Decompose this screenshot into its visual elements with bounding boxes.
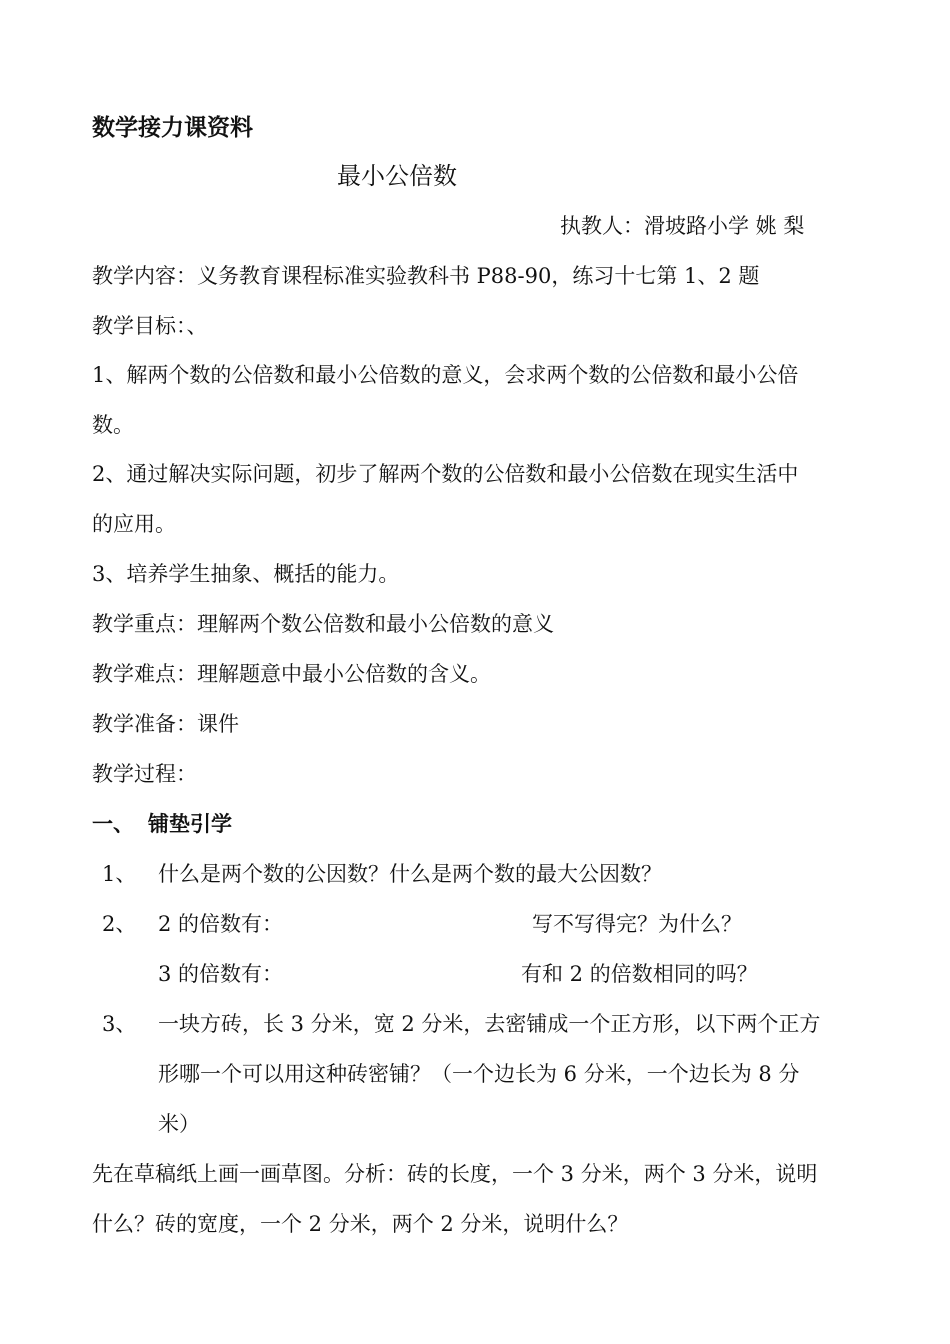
difficulty: 教学难点：理解题意中最小公倍数的含义。 [92, 662, 491, 686]
item-1-text: 什么是两个数的公因数？什么是两个数的最大公因数？ [158, 862, 662, 886]
item-3-line-1: 一块方砖，长 3 分米，宽 2 分米，去密铺成一个正方形，以下两个正方 [158, 1012, 821, 1036]
goal-2-line-1: 2、通过解决实际问题，初步了解两个数的公倍数和最小公倍数在现实生活中 [92, 462, 799, 486]
process-label: 教学过程： [92, 762, 197, 786]
section-1-number: 一、 [92, 812, 134, 836]
item-2-text: 2 的倍数有： [158, 912, 284, 936]
analysis-line-1: 先在草稿纸上画一画草图。分析：砖的长度，一个 3 分米，两个 3 分米，说明 [92, 1162, 818, 1186]
item-2b-text: 3 的倍数有： [158, 962, 284, 986]
document-header: 数学接力课资料 [92, 115, 253, 141]
item-3-number: 3、 [102, 1012, 137, 1036]
item-1-number: 1、 [102, 862, 137, 886]
item-2b-question: 有和 2 的倍数相同的吗？ [521, 962, 758, 986]
goal-2-line-2: 的应用。 [92, 512, 176, 536]
key-point: 教学重点：理解两个数公倍数和最小公倍数的意义 [92, 612, 554, 636]
lesson-title: 最小公倍数 [337, 162, 457, 190]
analysis-line-2: 什么？砖的宽度，一个 2 分米，两个 2 分米，说明什么？ [92, 1212, 629, 1236]
preparation: 教学准备：课件 [92, 712, 239, 736]
item-3-line-2: 形哪一个可以用这种砖密铺？（一个边长为 6 分米，一个边长为 8 分 [158, 1062, 800, 1086]
teacher-line: 执教人：滑坡路小学 姚 梨 [560, 214, 805, 238]
content-line: 教学内容：义务教育课程标准实验教科书 P88-90，练习十七第 1、2 题 [92, 264, 760, 288]
goal-1-line-2: 数。 [92, 413, 134, 437]
item-3-line-3: 米） [158, 1112, 200, 1136]
item-2-question: 写不写得完？为什么？ [532, 912, 742, 936]
goal-3: 3、培养学生抽象、概括的能力。 [92, 562, 400, 586]
goal-1-line-1: 1、解两个数的公倍数和最小公倍数的意义，会求两个数的公倍数和最小公倍 [92, 363, 799, 387]
item-2-number: 2、 [102, 912, 137, 936]
section-1-title: 铺垫引学 [148, 812, 232, 836]
goals-label: 教学目标：、 [92, 314, 208, 338]
